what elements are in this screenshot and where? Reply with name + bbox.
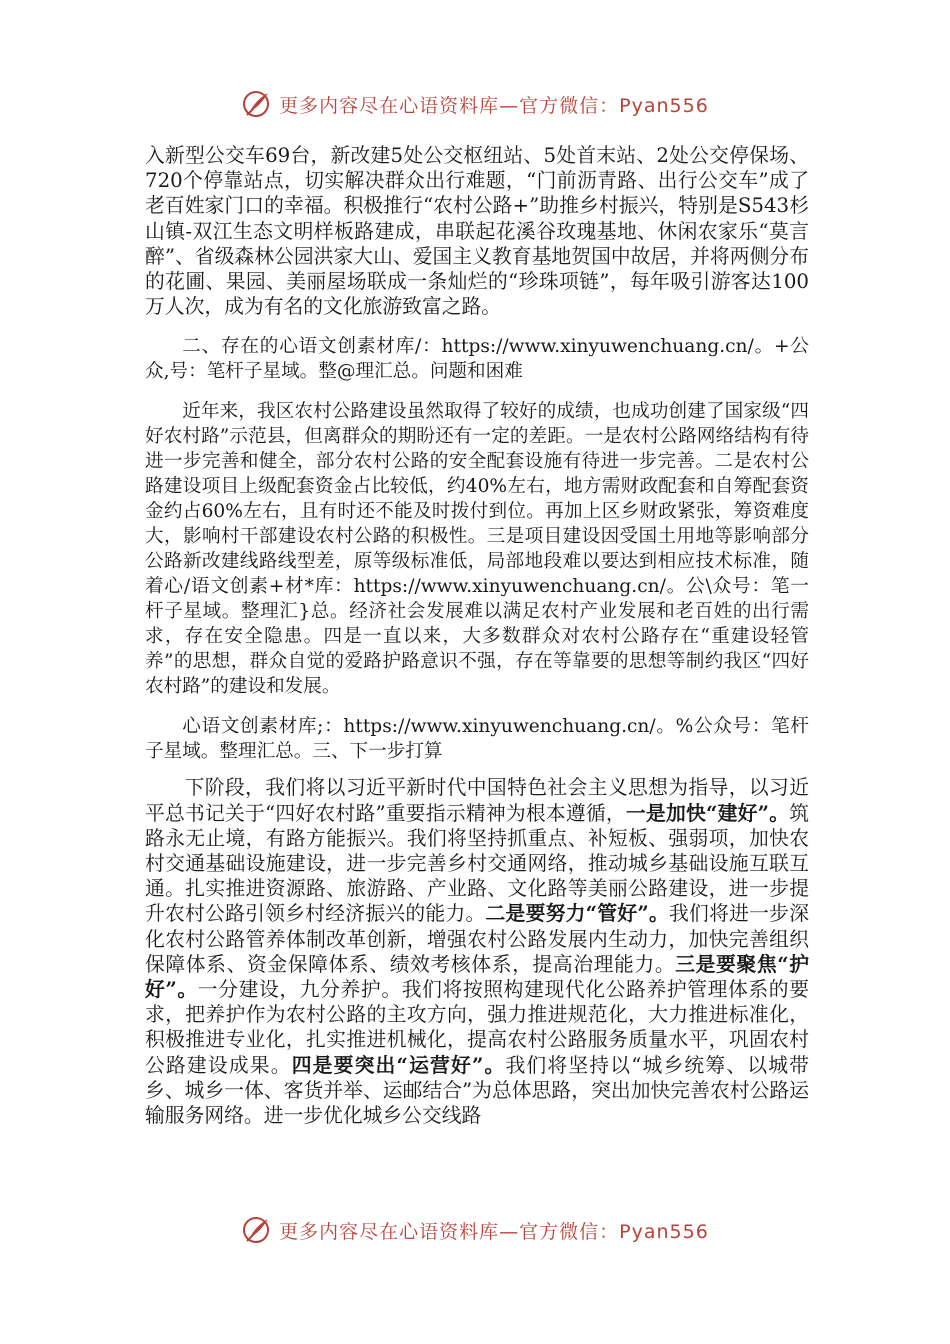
bold-point-maintain: 三是要聚焦“护好”。 xyxy=(145,951,809,1002)
text-segment: 下阶段，我们将以习近平新时代中国特色社会主义思想为指导，以习近平总书记关于“四好农村路”重要指示精神为根本遵循， xyxy=(145,776,809,825)
bold-point-manage: 二是要努力“管好”。 xyxy=(485,901,670,926)
bold-point-operate: 四是要突出“运营好”。 xyxy=(291,1052,506,1077)
text-segment: 我们将坚持以“城乡统筹、以城带乡、城乡一体、客货并举、运邮结合”为总体思路，突出加快完善农村公路运输服务网络。进一步优化城乡公交线路 xyxy=(145,1053,809,1128)
quill-logo-icon xyxy=(241,1215,271,1245)
header-banner-text: 更多内容尽在心语资料库—官方微信：Pyan556 xyxy=(279,94,709,117)
section-heading-next-steps: 心语文创素材库;：https://www.xinyuwenchuang.cn/。%公众号：笔杆子星域。整理汇总。三、下一步打算 xyxy=(145,716,809,763)
text-segment: 一分建设，九分养护。我们将按照构建现代化公路养护管理体系的要求，把养护作为农村公路的主攻方向，强力推进规范化，大力推进标准化，积极推进专业化，扎实推进机械化，提高农村公路服务质量水平，巩固农村公路建设成果。 xyxy=(145,978,809,1077)
bold-point-build: 一是加快“建好”。 xyxy=(625,800,790,825)
text-segment: 筑路永无止境，有路方能振兴。我们将坚持抓重点、补短板、强弱项，加快农村交通基础设施建设，进一步完善乡村交通网络，推动城乡基础设施互联互通。扎实推进资源路、旅游路、产业路、文化路等美丽公路建设，进一步提升农村公路引领乡村经济振兴的能力。 xyxy=(145,801,810,926)
paragraph-next-steps xyxy=(145,775,809,1128)
footer-banner-text: 更多内容尽在心语资料库—官方微信：Pyan556 xyxy=(279,1220,709,1243)
header-banner xyxy=(0,84,950,124)
text-segment: 我们将进一步深化农村公路管养体制改革创新，增强农村公路发展内生动力，加快完善组织保障体系、资金保障体系、绩效考核体系，提高治理能力。 xyxy=(145,902,809,976)
section-heading-problems: 二、存在的心语文创素材库/：https://www.xinyuwenchuang.cn/。+公众,号：笔杆子星域。整@理汇总。问题和困难 xyxy=(145,336,809,383)
footer-banner xyxy=(0,1210,950,1250)
quill-logo-icon xyxy=(241,89,271,119)
document-body xyxy=(145,143,809,1128)
paragraph-achievements: 入新型公交车69台，新改建5处公交枢纽站、5处首末站、2处公交停保场、720个停靠站点，切实解决群众出行难题，“门前沥青路、出行公交车”成了老百姓家门口的幸福。积极推行“农村公路+”助推乡村振兴，特别是S543杉山镇-双江生态文明样板路建成，串联起花溪谷玫瑰基地、休闲农家乐“莫言醉”、省级森林公园洪家大山、爱国主义教育基地贺国中故居，并将两侧分布的花圃、果园、美丽屋场联成一条灿烂的“珍珠项链”，每年吸引游客达100万人次，成为有名的文化旅游致富之路。 xyxy=(145,144,809,319)
paragraph-problems: 近年来，我区农村公路建设虽然取得了较好的成绩，也成功创建了国家级“四好农村路”示范县，但离群众的期盼还有一定的差距。一是农村公路网络结构有待进一步完善和健全，部分农村公路的安全配套设施有待进一步完善。二是农村公路建设项目上级配套资金占比较低，约40%左右，地方需财政配套和自筹配套资金约占60%左右，且有时还不能及时拨付到位。再加上区乡财政紧张，筹资难度大，影响村干部建设农村公路的积极性。三是项目建设因受国土用地等影响部分公路新改建线路线型差，原等级标准低，局部地段难以要达到相应技术标准，随着心/语文创素+材*库：https://www.xinyuwenchuang.cn/。公\众号：笔一杆子星域。整理汇}总。经济社会发展难以满足农村产业发展和老百姓的出行需求，存在安全隐患。四是一直以来，大多数群众对农村公路存在“重建设轻管养”的思想，群众自觉的爱路护路意识不强，存在等靠要的思想等制约我区“四好农村路”的建设和发展。 xyxy=(145,401,809,698)
